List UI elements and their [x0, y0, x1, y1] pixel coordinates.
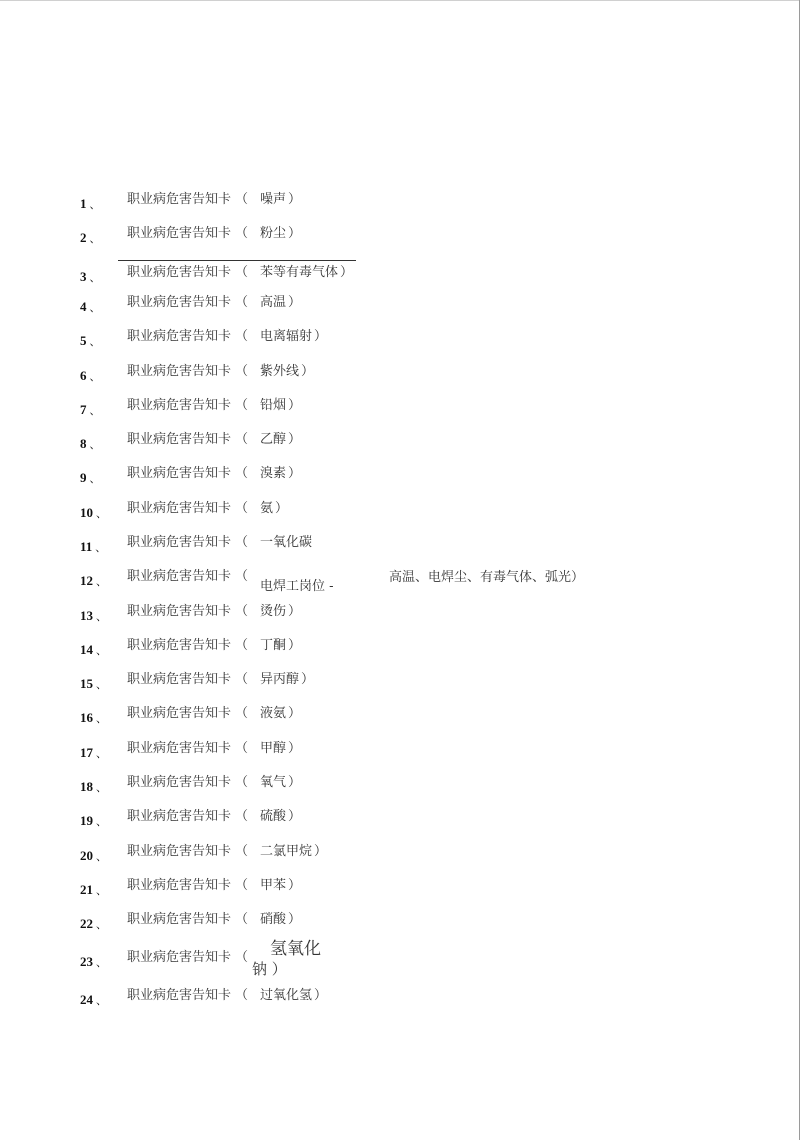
card-label: 职业病危害告知卡 （ — [127, 775, 249, 790]
list-item — [0, 702, 800, 732]
item-number: 15 、 — [80, 676, 107, 691]
item-number: 18 、 — [80, 779, 107, 794]
list-item — [0, 771, 800, 801]
hazard-name: 噪声 ） — [260, 192, 302, 207]
card-label: 职业病危害告知卡 （ — [127, 569, 249, 584]
hazard-name: 氧气 ） — [260, 775, 302, 790]
item-number: 4 、 — [80, 299, 101, 314]
item-number: 16 、 — [80, 710, 107, 725]
list-item — [0, 805, 800, 835]
list-item — [0, 946, 800, 976]
item-number: 19 、 — [80, 813, 107, 828]
hazard-name: 苯等有毒气体 ） — [260, 265, 354, 280]
hazard-name: 紫外线 ） — [260, 364, 315, 379]
card-label: 职业病危害告知卡 （ — [127, 535, 249, 550]
hazard-detail: 高温、电焊尘、有毒气体、弧光） — [389, 570, 585, 585]
list-item — [0, 840, 800, 870]
hazard-name: 二氯甲烷 ） — [260, 844, 328, 859]
item-number: 1 、 — [80, 196, 101, 211]
card-label: 职业病危害告知卡 （ — [127, 672, 249, 687]
hazard-name: 电离辐射 ） — [260, 329, 328, 344]
hazard-name: 丁酮 ） — [260, 638, 302, 653]
hazard-name-line2: 钠 ） — [252, 960, 287, 978]
item-number: 8 、 — [80, 436, 101, 451]
item-number: 22 、 — [80, 916, 107, 931]
hazard-name: 铅烟 ） — [260, 398, 302, 413]
hazard-name: 硝酸 ） — [260, 912, 302, 927]
list-item — [0, 428, 800, 458]
hazard-name: 氨 ） — [260, 501, 289, 516]
item-number: 12 、 — [80, 573, 107, 588]
item-number: 23 、 — [80, 954, 107, 969]
list-item — [0, 737, 800, 767]
item-number: 11 、 — [80, 539, 107, 554]
list-item — [0, 634, 800, 664]
card-label: 职业病危害告知卡 （ — [127, 912, 249, 927]
card-label: 职业病危害告知卡 （ — [127, 741, 249, 756]
list-item — [0, 261, 800, 291]
item-number: 7 、 — [80, 402, 101, 417]
item-number: 24 、 — [80, 992, 107, 1007]
list-item — [0, 394, 800, 424]
item-number: 2 、 — [80, 230, 101, 245]
list-item — [0, 497, 800, 527]
hazard-name: 烫伤 ） — [260, 604, 302, 619]
list-item — [0, 668, 800, 698]
card-label: 职业病危害告知卡 （ — [127, 950, 249, 965]
item-number: 21 、 — [80, 882, 107, 897]
list-item — [0, 531, 800, 561]
hazard-name: 乙醇 ） — [260, 432, 302, 447]
hazard-name: 甲苯 ） — [260, 878, 302, 893]
hazard-name: 高温 ） — [260, 295, 302, 310]
list-item — [0, 291, 800, 321]
item-number: 14 、 — [80, 642, 107, 657]
card-label: 职业病危害告知卡 （ — [127, 988, 249, 1003]
hazard-name: 过氧化氢 ） — [260, 988, 328, 1003]
list-item — [0, 600, 800, 630]
item-number: 20 、 — [80, 848, 107, 863]
hazard-name: 甲醇 ） — [260, 741, 302, 756]
hazard-name: 一氧化碳 — [260, 535, 313, 550]
card-label: 职业病危害告知卡 （ — [127, 329, 249, 344]
item-number: 9 、 — [80, 470, 101, 485]
card-label: 职业病危害告知卡 （ — [127, 466, 249, 481]
item-number: 17 、 — [80, 745, 107, 760]
card-label: 职业病危害告知卡 （ — [127, 295, 249, 310]
item-number: 6 、 — [80, 368, 101, 383]
card-label: 职业病危害告知卡 （ — [127, 364, 249, 379]
card-label: 职业病危害告知卡 （ — [127, 604, 249, 619]
hazard-name: 液氨 ） — [260, 706, 302, 721]
hazard-name: 异丙醇 ） — [260, 672, 315, 687]
list-item — [0, 222, 800, 252]
card-label: 职业病危害告知卡 （ — [127, 638, 249, 653]
list-item — [0, 360, 800, 390]
hazard-name: 电焊工岗位 - — [260, 579, 334, 594]
card-label: 职业病危害告知卡 （ — [127, 809, 249, 824]
card-label: 职业病危害告知卡 （ — [127, 706, 249, 721]
hazard-name-line1: 氢氧化 — [270, 939, 321, 959]
card-label: 职业病危害告知卡 （ — [127, 265, 249, 280]
hazard-name: 粉尘 ） — [260, 226, 302, 241]
card-label: 职业病危害告知卡 （ — [127, 501, 249, 516]
list-item — [0, 188, 800, 218]
list-item — [0, 908, 800, 938]
card-label: 职业病危害告知卡 （ — [127, 226, 249, 241]
card-label: 职业病危害告知卡 （ — [127, 192, 249, 207]
card-label: 职业病危害告知卡 （ — [127, 878, 249, 893]
item-number: 3 、 — [80, 269, 101, 284]
list-item — [0, 325, 800, 355]
hazard-name: 溴素 ） — [260, 466, 302, 481]
item-number: 13 、 — [80, 608, 107, 623]
item-number: 10 、 — [80, 505, 107, 520]
card-label: 职业病危害告知卡 （ — [127, 432, 249, 447]
item-number: 5 、 — [80, 333, 101, 348]
hazard-name: 硫酸 ） — [260, 809, 302, 824]
list-item — [0, 462, 800, 492]
list-item — [0, 874, 800, 904]
page-top-edge — [0, 0, 800, 1]
card-label: 职业病危害告知卡 （ — [127, 844, 249, 859]
card-label: 职业病危害告知卡 （ — [127, 398, 249, 413]
list-item — [0, 984, 800, 1014]
